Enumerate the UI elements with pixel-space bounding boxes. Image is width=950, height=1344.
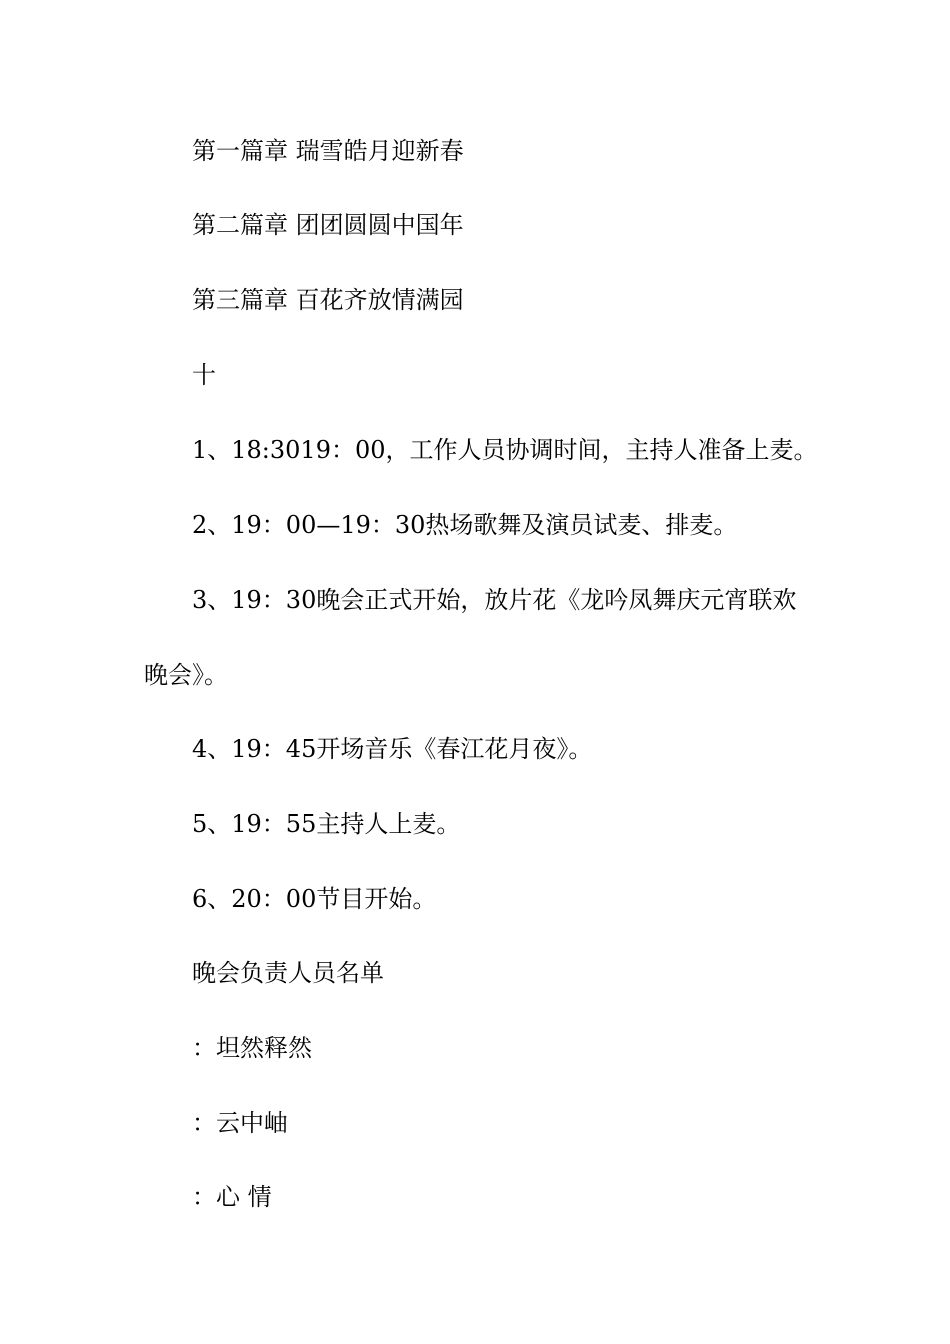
schedule-item-5: 5、19：55主持人上麦。 bbox=[192, 810, 461, 838]
section-number-line: 十 bbox=[192, 361, 216, 389]
schedule-item-2: 2、19：00—19：30热场歌舞及演员试麦、排麦。 bbox=[192, 511, 738, 539]
staff-entry-1: ：坦然释然 bbox=[192, 1034, 312, 1062]
schedule-item-1: 1、18:3019：00，工作人员协调时间，主持人准备上麦。 bbox=[192, 436, 818, 464]
staff-entry-2: ：云中岫 bbox=[192, 1109, 288, 1137]
schedule-item-3: 3、19：30晚会正式开始，放片花《龙吟凤舞庆元宵联欢 bbox=[192, 586, 797, 614]
chapter-3-line: 第三篇章 百花齐放情满园 bbox=[192, 286, 464, 314]
chapter-1-line: 第一篇章 瑞雪皓月迎新春 bbox=[192, 137, 464, 165]
schedule-item-3-continuation: 晚会》。 bbox=[144, 661, 228, 689]
schedule-item-6: 6、20：00节目开始。 bbox=[192, 885, 437, 913]
staff-list-heading: 晚会负责人员名单 bbox=[192, 959, 384, 987]
chapter-2-line: 第二篇章 团团圆圆中国年 bbox=[192, 211, 464, 239]
schedule-item-4: 4、19：45开场音乐《春江花月夜》。 bbox=[192, 735, 593, 763]
staff-entry-3: ：心 情 bbox=[192, 1183, 272, 1211]
